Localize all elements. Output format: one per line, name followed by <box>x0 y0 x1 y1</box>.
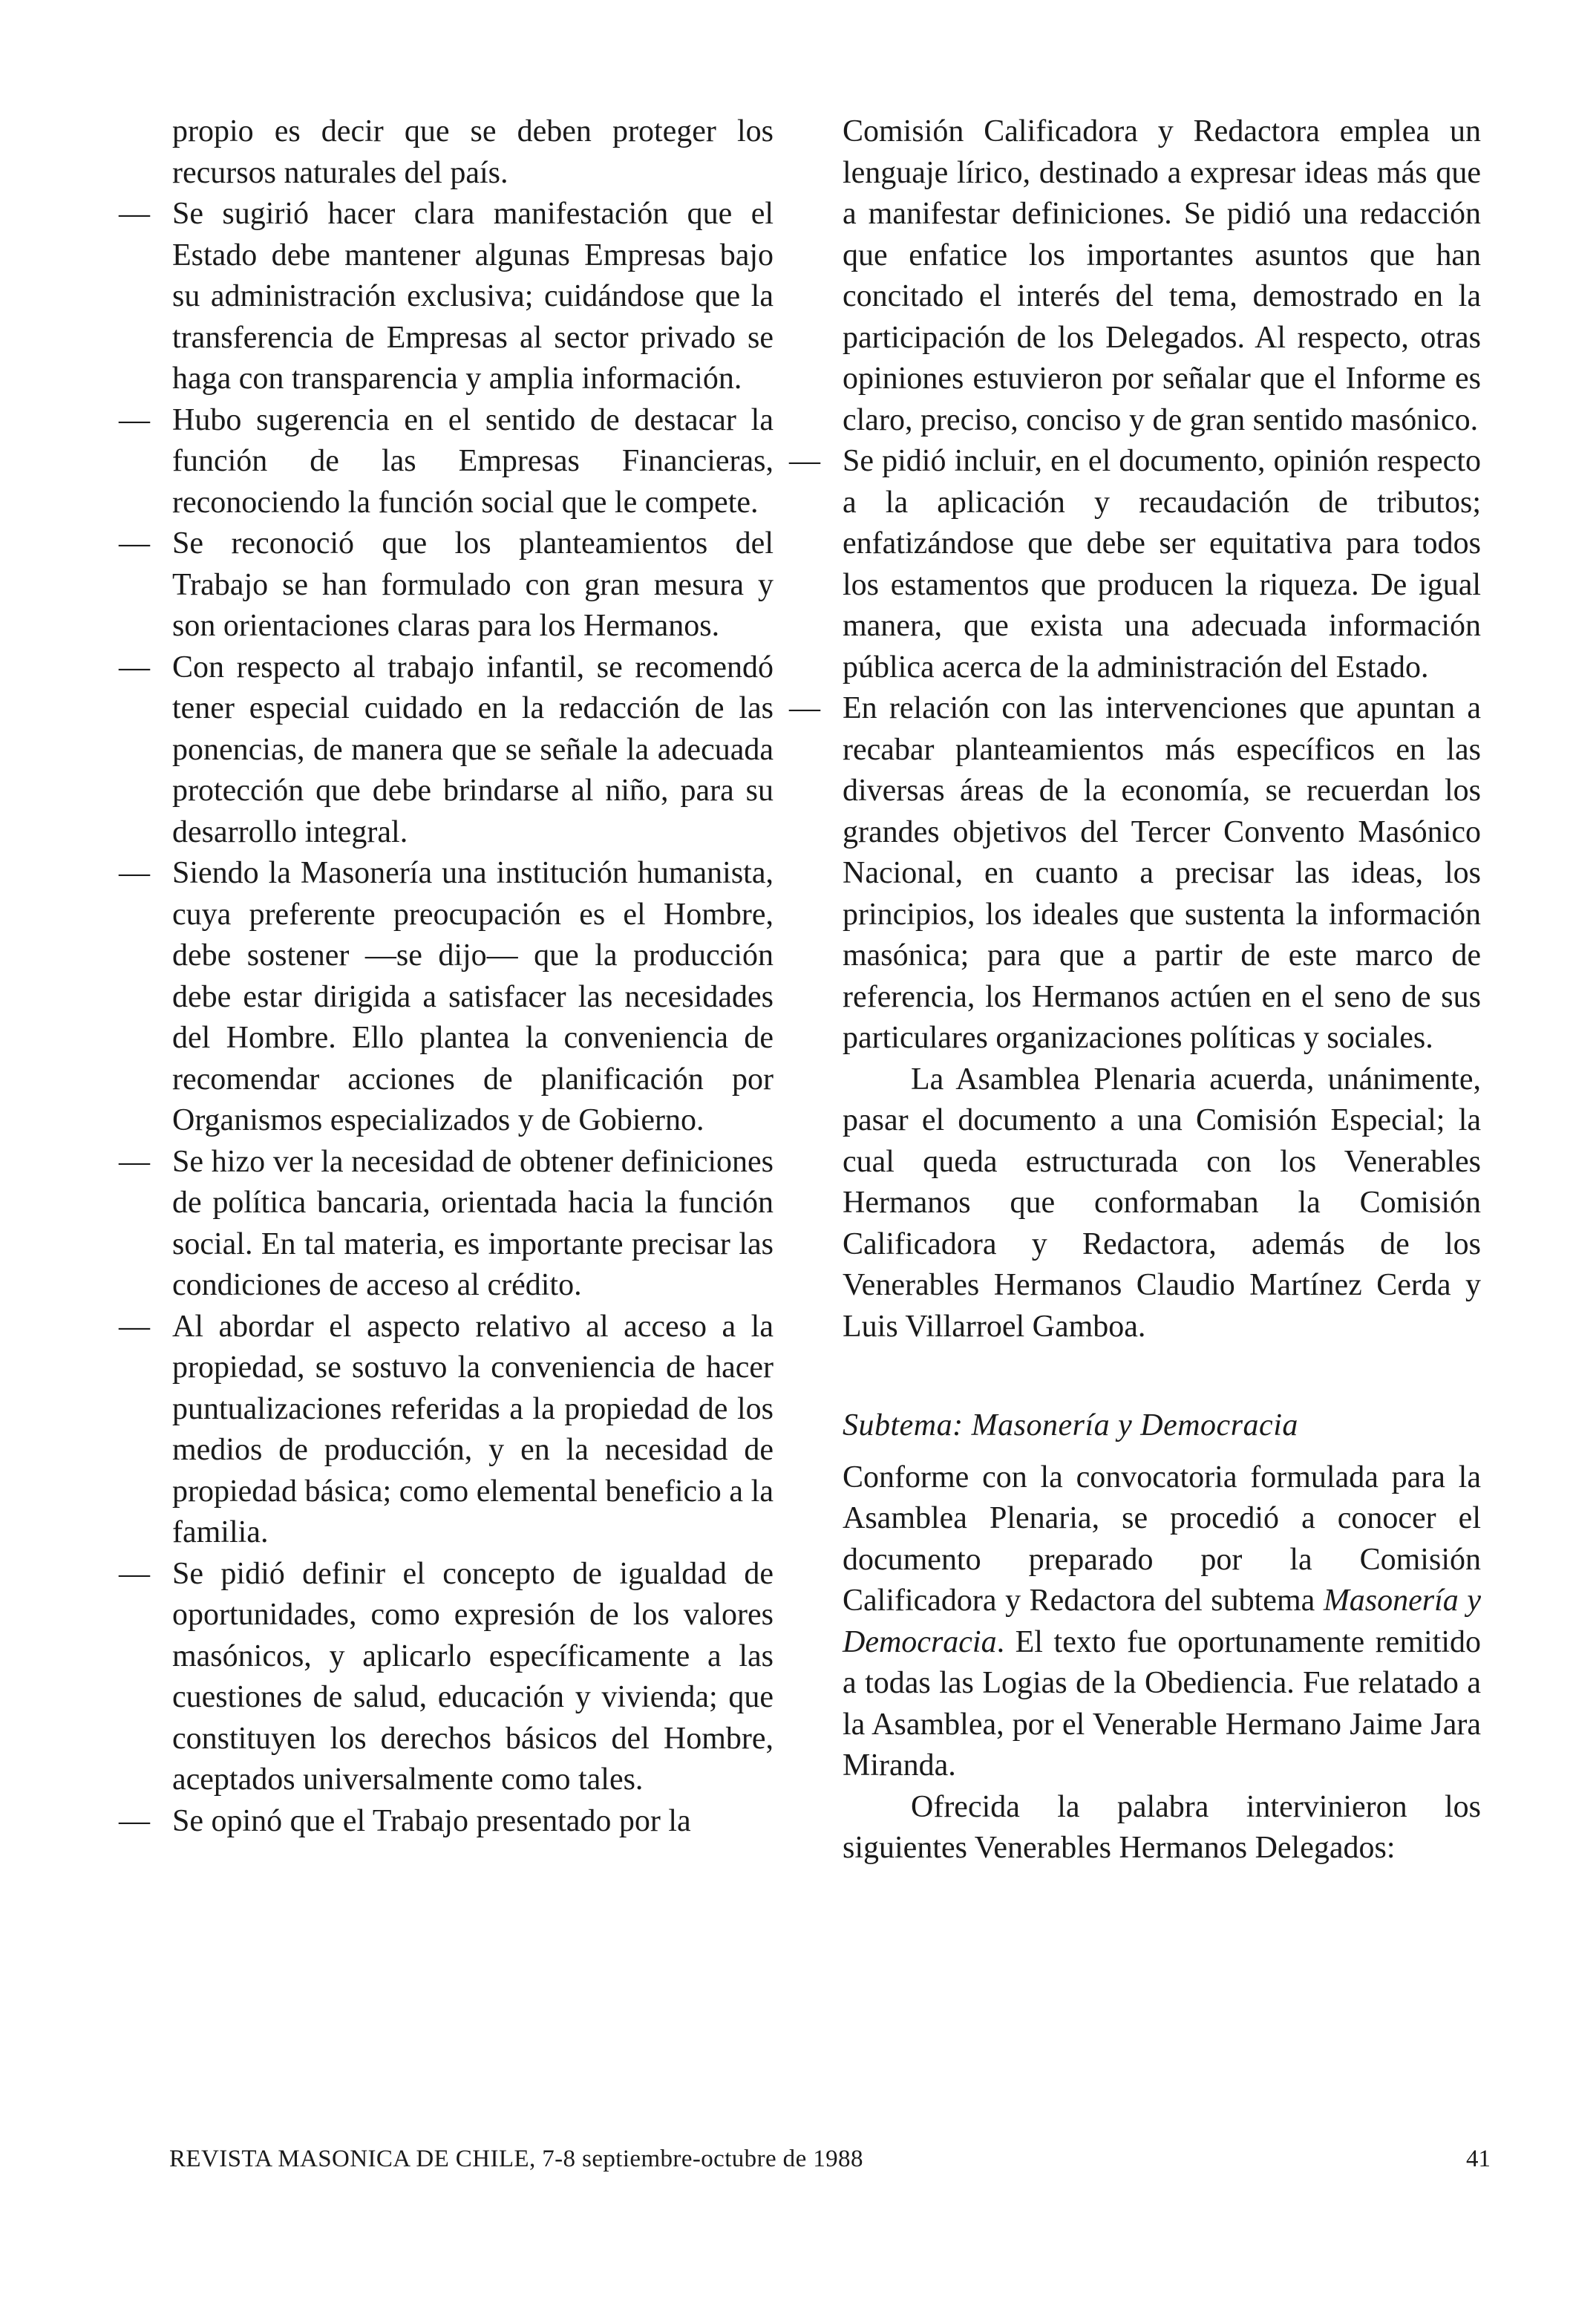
subtheme-name: Masonería y Democracia <box>843 1584 1481 1659</box>
list-item: — Se hizo ver la necesidad de obtener definiciones de política bancaria, orientada hacia la función social. En tal materia, es importante precisar las condiciones de acceso al crédito. <box>172 1142 774 1307</box>
journal-citation: REVISTA MASONICA DE CHILE, 7-8 septiembre-octubre de 1988 <box>169 2146 863 2172</box>
conforme-paragraph: Conforme con la convocatoria formulada para la Asamblea Plenaria, se procedió a conocer el documento preparado por la Comisión Calificadora y Redactora del subtema Masonería y Democracia. El texto fue oportunamente remitido a todas las Logias de la Obediencia. Fue relatado a la Asamblea, por el Venerable Hermano Jaime Jara Miranda. <box>843 1460 1481 1783</box>
left-continuation: propio es decir que se deben proteger los recursos naturales del país. <box>172 114 774 190</box>
list-item: — Se reconoció que los planteamientos del Trabajo se han formulado con gran mesura y son orientaciones claras para los Hermanos. <box>172 523 774 647</box>
dash-bullet: — <box>119 197 150 231</box>
list-item: — Se pidió incluir, en el documento, opinión respecto a la aplicación y recaudación de tributos; enfatizándose que debe ser equitativa para todos los estamentos que producen la riqueza. De igual manera, que exista una adecuada información pública acerca de la administración del Estado. <box>843 441 1481 688</box>
list-item: — Se pidió definir el concepto de igualdad de oportunidades, como expresión de los valores masónicos, y aplicarlo específicamente a las cuestiones de salud, educación y vivienda; que constituyen los derechos básicos del Hombre, aceptados universalmente como tales. <box>172 1554 774 1801</box>
subtheme-heading: Subtema: Masonería y Democracia <box>843 1408 1298 1442</box>
page-number: 41 <box>1466 2146 1491 2172</box>
dash-bullet: — <box>119 1556 150 1591</box>
dash-bullet: — <box>119 1309 150 1344</box>
dash-bullet: — <box>789 444 820 478</box>
list-item: — Al abordar el aspecto relativo al acceso a la propiedad, se sostuvo la conveniencia de hacer puntualizaciones referidas a la propiedad de los medios de producción, y en la necesidad de propiedad básica; como elemental beneficio a la familia. <box>172 1307 774 1554</box>
list-item: — Con respecto al trabajo infantil, se recomendó tener especial cuidado en la redacción de las ponencias, de manera que se señale la adecuada protección que debe brindarse al niño, para su desarrollo integral. <box>172 647 774 854</box>
list-item: — Siendo la Masonería una institución humanista, cuya preferente preocupación es el Hombre, debe sostener —se dijo— que la producción debe estar dirigida a satisfacer las necesidades del Hombre. Ello plantea la conveniencia de recomendar acciones de planificación por Organismos especializados y de Gobierno. <box>172 853 774 1142</box>
dash-bullet: — <box>119 1803 150 1838</box>
ofrecida-paragraph: Ofrecida la palabra intervinieron los siguientes Venerables Hermanos Delegados: <box>843 1789 1481 1865</box>
dash-bullet: — <box>789 691 820 725</box>
list-item: — En relación con las intervenciones que apuntan a recabar planteamientos más específicos en las diversas áreas de la economía, se recuerdan los grandes objetivos del Tercer Convento Masónico Nacional, en cuanto a precisar las ideas, los principios, los ideales que sustenta la información masónica; para que a partir de este marco de referencia, los Hermanos actúen en el seno de sus particulares organizaciones políticas y sociales. <box>843 688 1481 1059</box>
list-item: — Hubo sugerencia en el sentido de destacar la función de las Empresas Financieras, reconociendo la función social que le compete. <box>172 400 774 524</box>
dash-bullet: — <box>119 650 150 684</box>
left-column <box>119 111 774 1842</box>
right-column <box>789 111 1481 1869</box>
dash-bullet: — <box>119 1144 150 1179</box>
dash-bullet: — <box>119 856 150 890</box>
right-continuation: Comisión Calificadora y Redactora emplea un lenguaje lírico, destinado a expresar ideas más que a manifestar definiciones. Se pidió una redacción que enfatice los importantes asuntos que han concitado el interés del tema, demostrado en la participación de los Delegados. Al respecto, otras opiniones estuvieron por señalar que el Informe es claro, preciso, conciso y de gran sentido masónico. <box>843 114 1481 437</box>
list-item: — Se opinó que el Trabajo presentado por la <box>172 1801 774 1843</box>
dash-bullet: — <box>119 402 150 437</box>
dash-bullet: — <box>119 526 150 561</box>
asamblea-paragraph: La Asamblea Plenaria acuerda, unánimente, pasar el documento a una Comisión Especial; la cual queda estructurada con los Venerables Hermanos que conformaban la Comisión Calificadora y Redactora, además de los Venerables Hermanos Claudio Martínez Cerda y Luis Villarroel Gamboa. <box>843 1062 1481 1344</box>
list-item: — Se sugirió hacer clara manifestación que el Estado debe mantener algunas Empresas bajo su administración exclusiva; cuidándose que la transferencia de Empresas al sector privado se haga con transparencia y amplia información. <box>172 194 774 400</box>
